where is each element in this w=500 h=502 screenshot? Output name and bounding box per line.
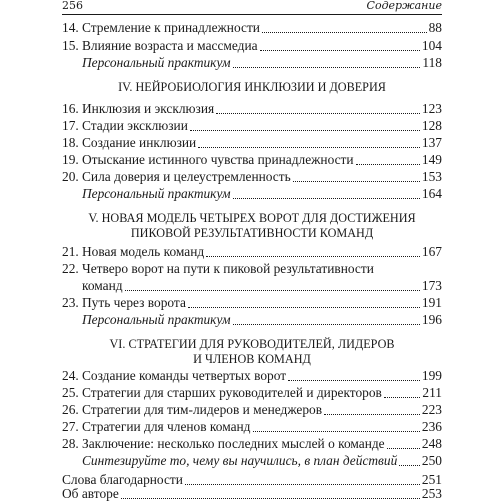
toc-entry[interactable] (62, 135, 442, 151)
entry-title: Четверо ворот на пути к пиковой результативности (82, 261, 374, 276)
dot-leader (293, 171, 420, 182)
entry-title: Об авторе (62, 486, 119, 501)
entry-number: 23. (62, 295, 79, 310)
dot-leader (262, 22, 427, 33)
toc-entry-practicum[interactable] (62, 55, 442, 71)
entry-title: Создание инклюзии (82, 135, 197, 150)
toc-entry[interactable] (62, 385, 442, 401)
section-heading (62, 337, 442, 367)
entry-title: Стадии эксклюзии (82, 118, 188, 133)
entry-page: 250 (421, 453, 442, 468)
section-heading-line: VI. СТРАТЕГИИ ДЛЯ РУКОВОДИТЕЛЕЙ, ЛИДЕРОВ (109, 337, 395, 351)
entry-title: Сила доверия и целеустремленность (82, 169, 291, 184)
entry-page: 196 (421, 312, 442, 327)
entry-page: 236 (421, 419, 442, 434)
toc-entry[interactable] (62, 295, 442, 311)
entry-page: 118 (422, 55, 442, 70)
entry-number: 20. (62, 169, 79, 184)
dot-leader (399, 455, 420, 466)
dot-leader (190, 120, 420, 131)
toc-entry[interactable] (62, 20, 442, 36)
section-heading (62, 211, 442, 241)
section-heading-line: ПИКОВОЙ РЕЗУЛЬТАТИВНОСТИ КОМАНД (130, 226, 374, 240)
entry-title: Персональный практикум (82, 312, 231, 327)
toc-entry-practicum[interactable] (62, 312, 442, 328)
dot-leader (188, 297, 420, 308)
entry-title: Синтезируйте то, чему вы научились, в план действий (82, 453, 398, 468)
entry-title: Путь через ворота (82, 295, 186, 310)
entry-number: 27. (62, 419, 79, 434)
dot-leader (324, 404, 420, 415)
entry-title: Стратегии для тим-лидеров и менеджеров (82, 402, 323, 417)
dot-leader (356, 154, 420, 165)
entry-title: Слова благодарности (62, 472, 183, 487)
dot-leader (384, 387, 421, 398)
entry-number: 19. (62, 152, 79, 167)
dot-leader (233, 57, 421, 68)
entry-number: 26. (62, 402, 79, 417)
entry-number: 17. (62, 118, 79, 133)
dot-leader (121, 488, 420, 499)
entry-page: 167 (421, 244, 442, 259)
toc-entry[interactable] (62, 152, 442, 168)
entry-number: 21. (62, 244, 79, 259)
entry-page: 164 (421, 186, 442, 201)
entry-title: Стратегии для членов команд (82, 419, 251, 434)
page-number: 256 (62, 0, 83, 12)
section-heading-line: И ЧЛЕНОВ КОМАНД (193, 352, 311, 366)
toc-entry-practicum[interactable] (62, 453, 442, 469)
entry-number: 15. (62, 38, 79, 53)
entry-number: 18. (62, 135, 79, 150)
toc-entry[interactable] (62, 101, 442, 117)
toc-entry[interactable] (62, 368, 442, 384)
toc-entry[interactable] (62, 38, 442, 54)
entry-page: 253 (421, 486, 442, 501)
entry-page: 153 (421, 169, 442, 184)
entry-title: Заключение: несколько последних мыслей о команде (82, 436, 385, 451)
entry-page: 149 (421, 152, 442, 167)
entry-title: Создание команды четвертых ворот (82, 368, 287, 383)
toc-entry[interactable] (62, 261, 442, 277)
dot-leader (198, 137, 420, 148)
entry-page: 173 (421, 278, 442, 293)
dot-leader (206, 246, 420, 257)
dot-leader (260, 40, 420, 51)
dot-leader (125, 280, 420, 291)
toc-entry[interactable] (62, 436, 442, 452)
entry-number: 22. (62, 261, 79, 276)
toc-entry[interactable] (62, 169, 442, 185)
entry-title-continuation: команд (82, 278, 123, 293)
dot-leader (233, 314, 420, 325)
toc-entry[interactable] (62, 118, 442, 134)
entry-title: Персональный практикум (82, 186, 231, 201)
entry-title: Влияние возраста и массмедиа (82, 38, 258, 53)
toc-entry[interactable] (62, 419, 442, 435)
entry-page: 191 (421, 295, 442, 310)
entry-page: 123 (421, 101, 442, 116)
entry-title: Персональный практикум (82, 55, 231, 70)
entry-page: 88 (428, 20, 442, 35)
entry-page: 199 (421, 368, 442, 383)
section-heading-line: V. НОВАЯ МОДЕЛЬ ЧЕТЫРЕХ ВОРОТ ДЛЯ ДОСТИЖЕНИЯ (88, 211, 416, 225)
entry-page: 248 (421, 436, 442, 451)
entry-number: 28. (62, 436, 79, 451)
entry-title: Инклюзия и эксклюзия (82, 101, 215, 116)
dot-leader (387, 438, 420, 449)
entry-page: 104 (421, 38, 442, 53)
entry-page: 211 (422, 385, 442, 400)
entry-title: Новая модель команд (82, 244, 205, 259)
dot-leader (253, 421, 420, 432)
dot-leader (216, 103, 420, 114)
entry-number: 24. (62, 368, 79, 383)
entry-title: Стремление к принадлежности (82, 20, 260, 35)
toc-entry-practicum[interactable] (62, 186, 442, 202)
entry-title: Отыскание истинного чувства принадлежности (82, 152, 354, 167)
entry-number: 16. (62, 101, 79, 116)
entry-page: 128 (421, 118, 442, 133)
entry-title: Стратегии для старших руководителей и директоров (82, 385, 382, 400)
entry-number: 25. (62, 385, 79, 400)
dot-leader (288, 370, 420, 381)
running-title: Содержание (366, 0, 442, 12)
dot-leader (233, 188, 420, 199)
section-heading: IV. НЕЙРОБИОЛОГИЯ ИНКЛЮЗИИ И ДОВЕРИЯ (118, 80, 386, 94)
entry-number: 14. (62, 20, 79, 35)
toc-entry-continuation[interactable] (62, 278, 442, 294)
entry-page: 137 (421, 135, 442, 150)
entry-page: 223 (421, 402, 442, 417)
running-head (62, 0, 442, 15)
toc-entry[interactable] (62, 244, 442, 260)
entry-page: 251 (421, 472, 442, 487)
toc-entry[interactable] (62, 402, 442, 418)
dot-leader (185, 474, 420, 485)
